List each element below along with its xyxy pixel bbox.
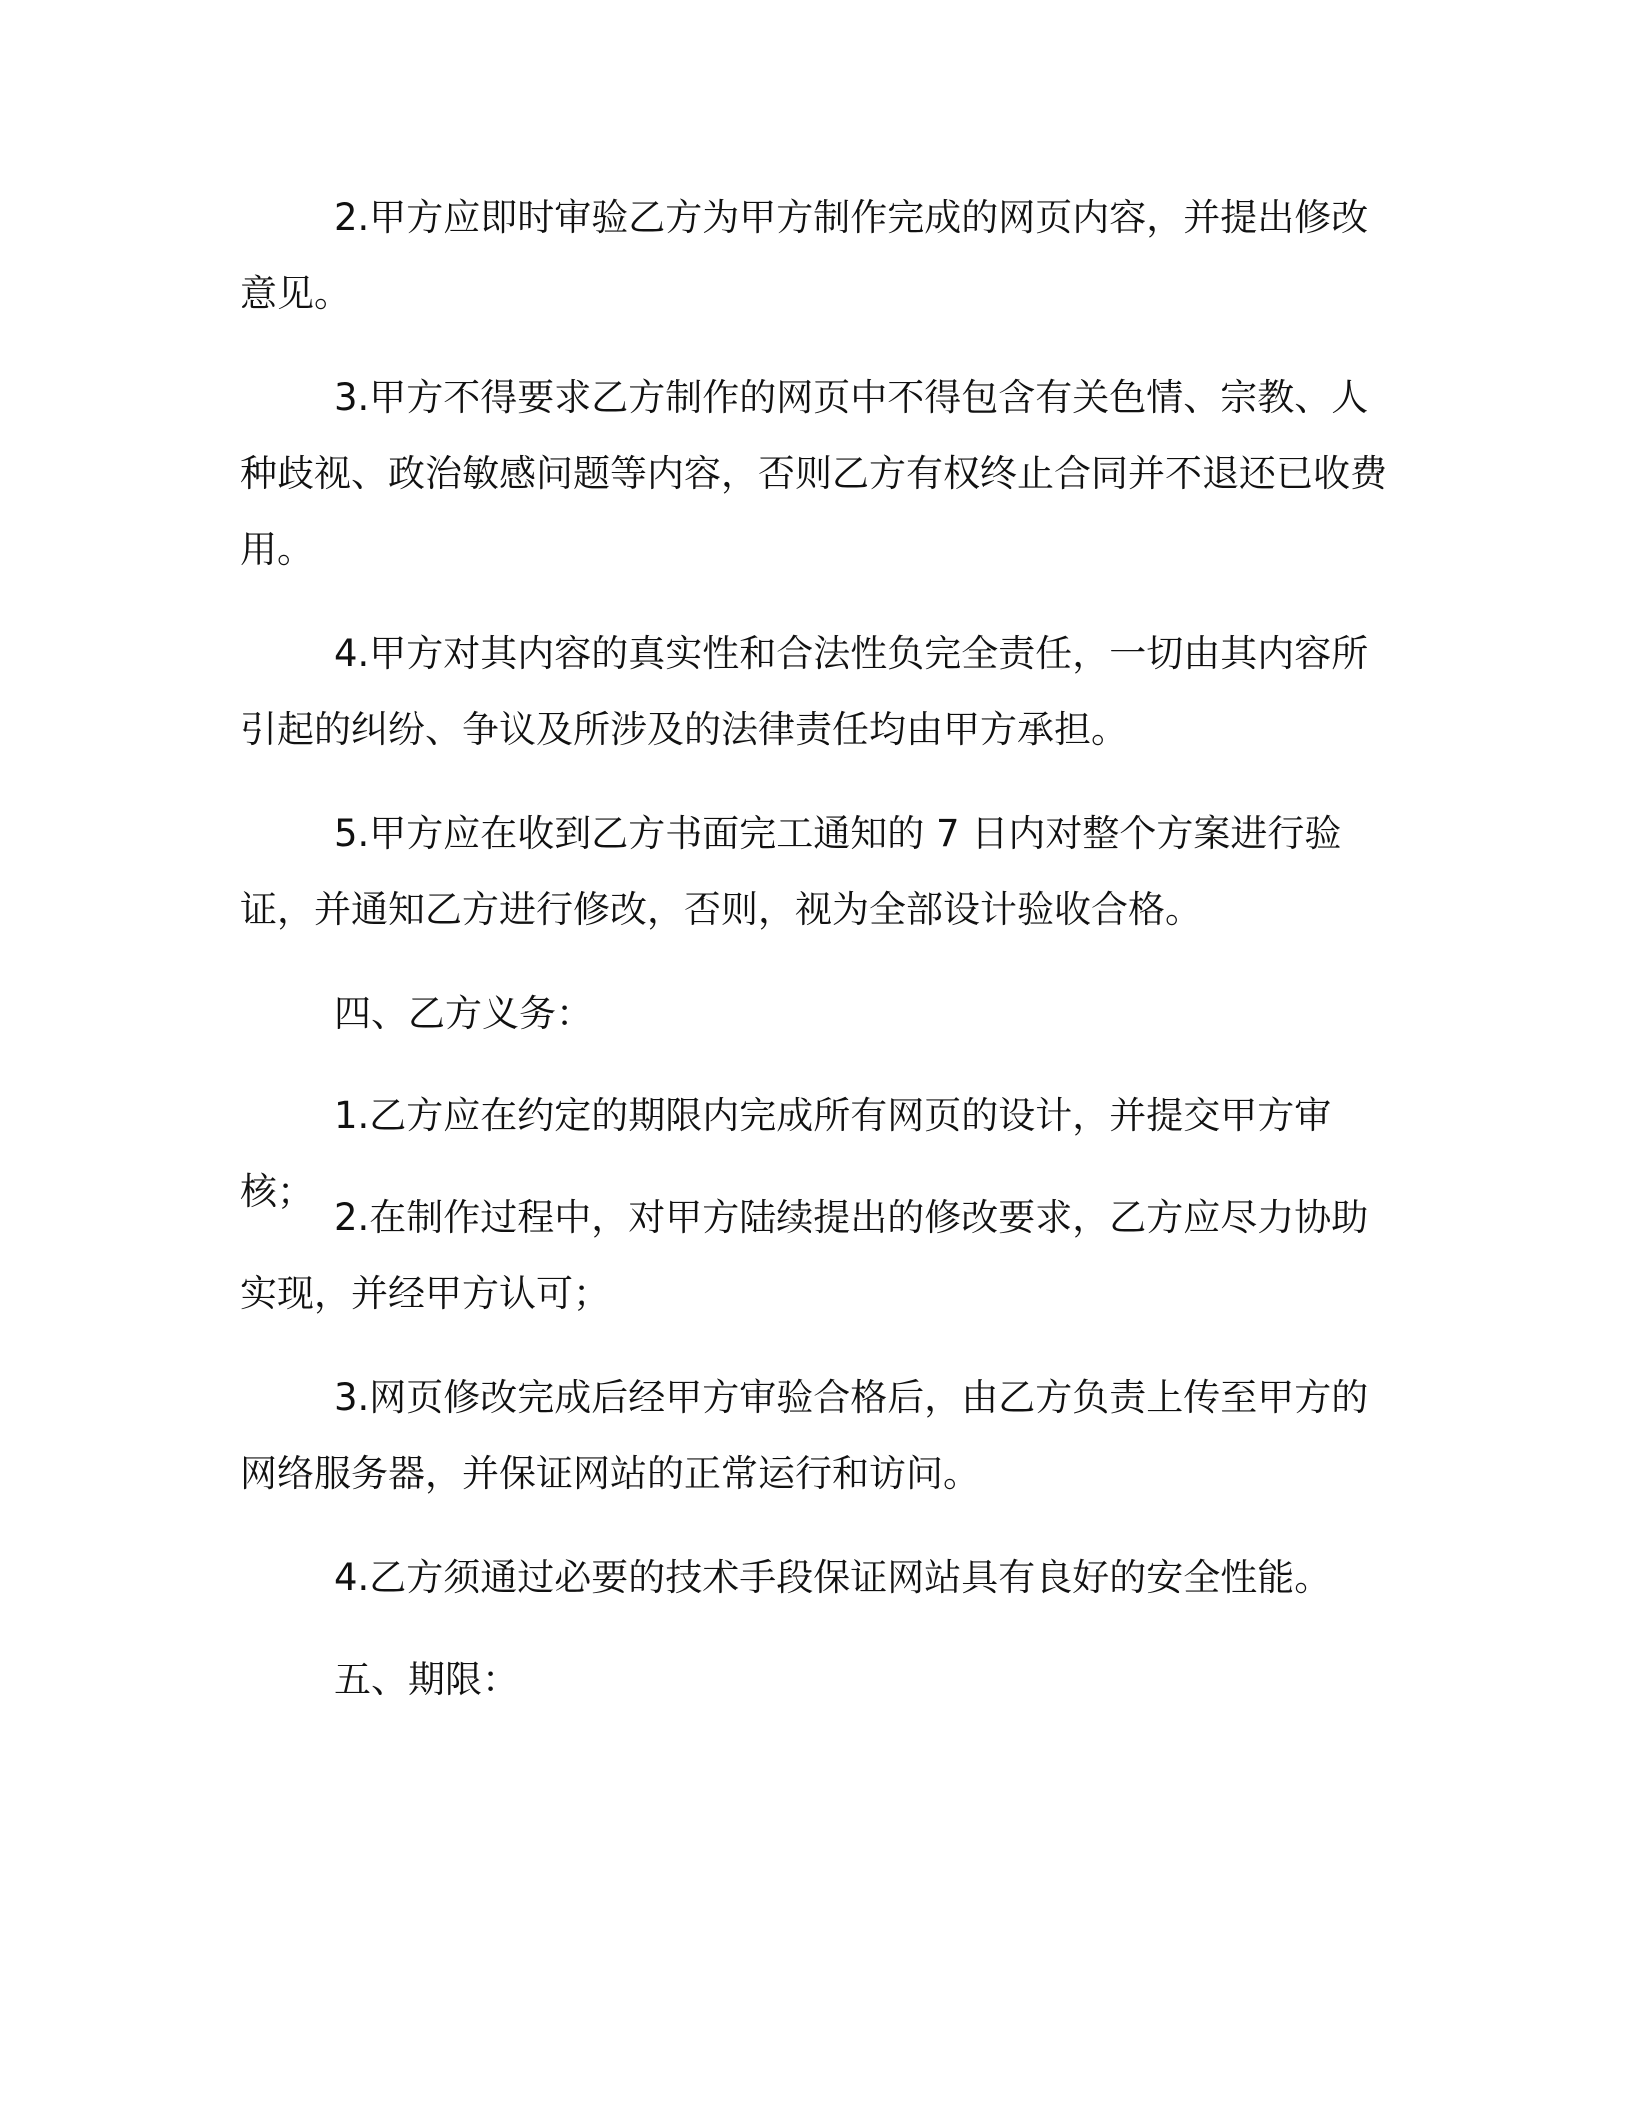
clause-3-3: 3.甲方不得要求乙方制作的网页中不得包含有关色情、宗教、人种歧视、政治敏感问题等内容，否则乙方有权终止合同并不退还已收费用。 <box>240 376 1387 571</box>
clause-3-2: 2.甲方应即时审验乙方为甲方制作完成的网页内容，并提出修改意见。 <box>240 196 1369 315</box>
section-4-heading: 四、乙方义务： <box>334 992 593 1035</box>
clause-3-5: 5.甲方应在收到乙方书面完工通知的 7 日内对整个方案进行验证，并通知乙方进行修改，否则，视为全部设计验收合格。 <box>240 812 1342 931</box>
section-5-heading: 五、期限： <box>334 1658 519 1701</box>
clause-4-4: 4.乙方须通过必要的技术手段保证网站具有良好的安全性能。 <box>334 1556 1332 1599</box>
clause-4-3: 3.网页修改完成后经甲方审验合格后，由乙方负责上传至甲方的网络服务器，并保证网站的正常运行和访问。 <box>240 1376 1369 1495</box>
clause-4-2: 2.在制作过程中，对甲方陆续提出的修改要求，乙方应尽力协助实现，并经甲方认可； <box>240 1196 1369 1315</box>
clause-4-1: 1.乙方应在约定的期限内完成所有网页的设计，并提交甲方审核； <box>240 1094 1332 1213</box>
clause-3-4: 4.甲方对其内容的真实性和合法性负完全责任，一切由其内容所引起的纠纷、争议及所涉及的法律责任均由甲方承担。 <box>240 632 1369 751</box>
